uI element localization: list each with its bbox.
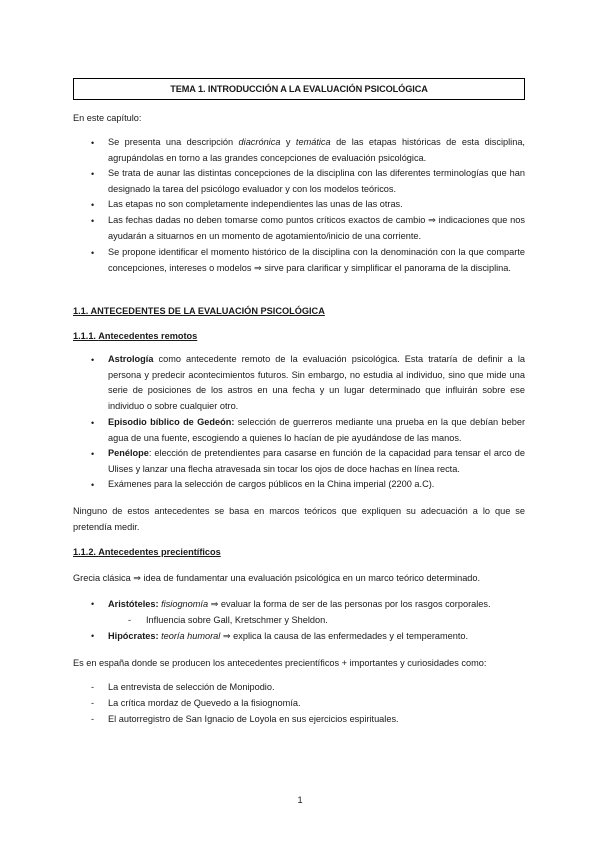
- remote-bullet-2: Episodio bíblico de Gedeón: selección de guerreros mediante una prueba en la que debían beber agua de una fuente, escogiendo a quienes lo hacían de pie ayudándose de las manos.: [108, 417, 525, 443]
- intro-bullet-3: Las etapas no son completamente independientes las unas de las otras.: [108, 199, 403, 209]
- bullet-icon: •: [91, 216, 95, 226]
- bullet-icon: •: [91, 355, 95, 365]
- bullet-icon: •: [91, 200, 95, 210]
- dash-icon: -: [91, 682, 95, 692]
- intro-bullet-1: Se presenta una descripción diacrónica y temática de las etapas históricas de esta disciplina, agrupándolas en torno a las grandes concepciones de evaluación psicológica.: [108, 137, 525, 163]
- chapter-title: TEMA 1. INTRODUCCIÓN A LA EVALUACIÓN PSICOLÓGICA: [73, 78, 525, 100]
- bullet-icon: •: [91, 138, 95, 148]
- greece-text: Grecia clásica ⇒ idea de fundamentar una evaluación psicológica en un marco teórico determinado.: [73, 573, 481, 583]
- greek-sub-item: Influencia sobre Gall, Kretschmer y Sheldon.: [146, 615, 328, 625]
- intro-bullet-5: Se propone identificar el momento histórico de la disciplina con la denominación con la que comparte concepciones, intereses o modelos ⇒ sirve para clarificar y simplificar el panorama de la disciplina.: [108, 247, 525, 273]
- bullet-icon: •: [91, 418, 95, 428]
- spain-text: Es en españa donde se producen los antecedentes precientíficos + importantes y curiosidades como:: [73, 658, 487, 668]
- section-heading-1-1: 1.1. ANTECEDENTES DE LA EVALUACIÓN PSICOLÓGICA: [73, 306, 325, 316]
- bullet-icon: •: [91, 480, 95, 490]
- page-number: 1: [297, 795, 303, 805]
- spain-item-3: El autorregistro de San Ignacio de Loyola en sus ejercicios espirituales.: [108, 714, 399, 724]
- bullet-icon: •: [91, 248, 95, 258]
- intro-bullet-4: Las fechas dadas no deben tomarse como puntos críticos exactos de cambio ⇒ indicaciones que nos ayudarán a situarnos en un momento de agotamiento/inicio de una corriente.: [108, 215, 525, 241]
- bullet-icon: •: [91, 449, 95, 459]
- remote-bullet-4: Exámenes para la selección de cargos públicos en la China imperial (2200 a.C).: [108, 479, 435, 489]
- spain-item-1: La entrevista de selección de Monipodio.: [108, 682, 275, 692]
- bullet-icon: •: [91, 169, 95, 179]
- dash-icon: -: [91, 714, 95, 724]
- remote-bullet-1: Astrología como antecedente remoto de la evaluación psicológica. Esta trataría de definir a la persona y predecir acontecimientos futuros. Sin embargo, no estudia al individuo, sino que mide una serie de posiciones de los astros en una fecha y un lugar determinado que influirán sobre ese individuo o sobre cualquier otro.: [108, 354, 525, 411]
- bullet-icon: •: [91, 599, 95, 609]
- greek-bullet-hippocrates: Hipócrates: teoría humoral ⇒ explica la causa de las enfermedades y el temperamento.: [108, 631, 469, 641]
- dash-icon: -: [91, 698, 95, 708]
- section-heading-1-1-2: 1.1.2. Antecedentes precientíficos: [73, 547, 221, 557]
- spain-item-2: La crítica mordaz de Quevedo a la fisiognomía.: [108, 698, 301, 708]
- remote-bullet-3: Penélope: elección de pretendientes para casarse en función de la capacidad para tensar el arco de Ulises y lanzar una flecha atravesada sin tocar los ojos de doce hachas en línea recta.: [108, 448, 525, 474]
- section-heading-1-1-1: 1.1.1. Antecedentes remotos: [73, 331, 198, 341]
- bullet-icon: •: [91, 631, 95, 641]
- greek-bullet-aristotle: Aristóteles: fisiognomía ⇒ evaluar la forma de ser de las personas por los rasgos corporales.: [108, 599, 491, 609]
- intro-text: En este capítulo:: [73, 113, 142, 123]
- dash-icon: -: [128, 615, 132, 625]
- remote-conclusion: Ninguno de estos antecedentes se basa en marcos teóricos que expliquen su adecuación a lo que se pretendía medir.: [73, 506, 525, 532]
- intro-bullet-2: Se trata de aunar las distintas concepciones de la disciplina con las diferentes terminologías que han designado la tarea del psicólogo evaluador y con los modelos teóricos.: [108, 168, 525, 194]
